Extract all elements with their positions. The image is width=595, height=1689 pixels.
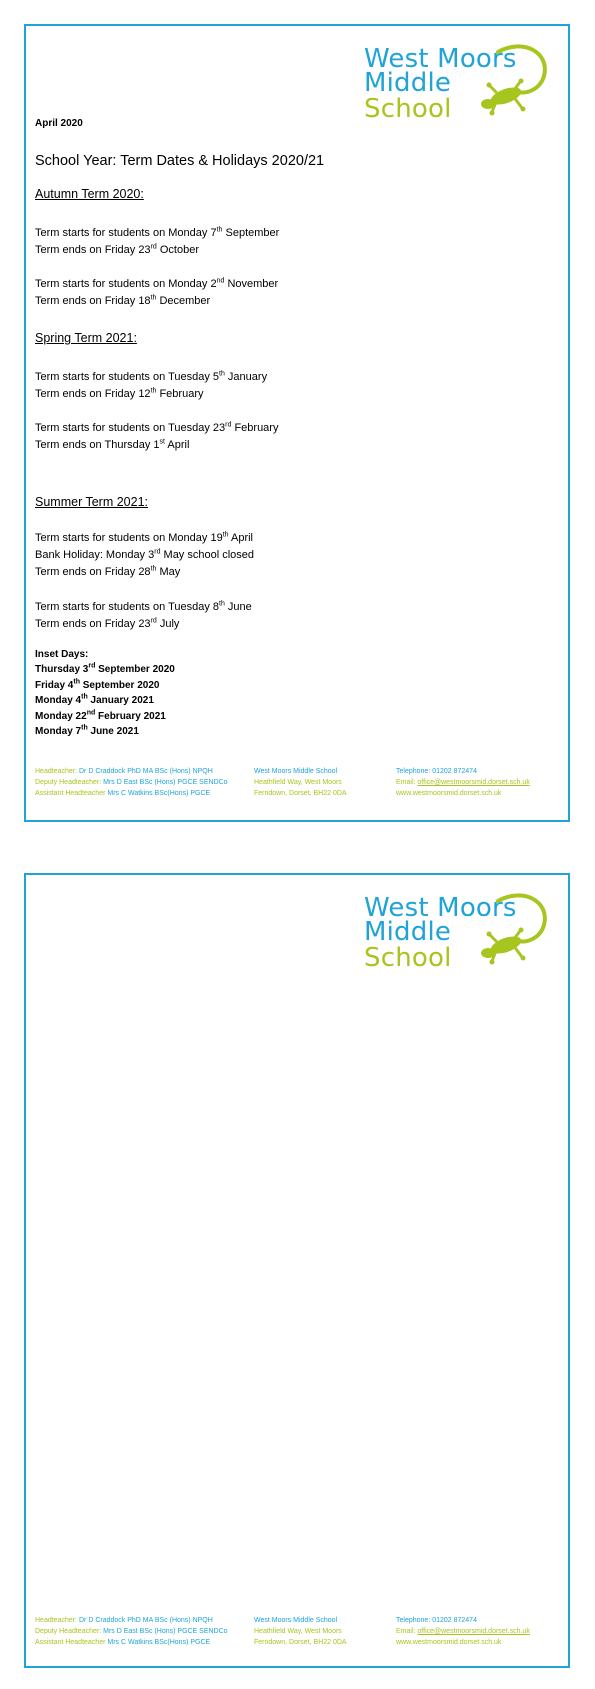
- address-block: West Moors Middle School Heathfield Way, West Moors Ferndown, Dorset, BH22 0DA: [254, 1617, 347, 1646]
- autumn-line-3: Term starts for students on Monday 2nd November: [35, 277, 279, 290]
- document-page-2: [24, 873, 570, 1668]
- spring-line-2: Term ends on Friday 12th February: [35, 387, 204, 400]
- page-title: School Year: Term Dates & Holidays 2020/21: [35, 153, 325, 169]
- document-page-1: [24, 24, 570, 822]
- autumn-line-4: Term ends on Friday 18th December: [35, 294, 211, 307]
- summer-line-1: Term starts for students on Monday 19th April: [35, 531, 254, 544]
- email-link[interactable]: office@westmoorsmid.dorset.sch.uk: [417, 779, 530, 786]
- spring-line-1: Term starts for students on Tuesday 5th January: [35, 370, 268, 383]
- inset-day-1: Thursday 3rd September 2020: [35, 662, 175, 675]
- letterhead-footer: [35, 766, 555, 800]
- summer-line-3: Term ends on Friday 28th May: [35, 565, 181, 578]
- spring-line-4: Term ends on Thursday 1st April: [35, 438, 190, 451]
- autumn-heading: Autumn Term 2020:: [35, 187, 144, 201]
- summer-line-5: Term ends on Friday 23rd July: [35, 617, 180, 630]
- logo-text-line2: Middle: [364, 68, 452, 98]
- email-link[interactable]: office@westmoorsmid.dorset.sch.uk: [417, 1628, 530, 1635]
- contact-block: Telephone: 01202 872474 Email: office@westmoorsmid.dorset.sch.uk www.westmoorsmid.dorset.sch.uk: [396, 1617, 530, 1646]
- inset-heading: Inset Days:: [35, 649, 89, 660]
- logo-text-line2: Middle: [364, 917, 452, 947]
- address-block: West Moors Middle School Heathfield Way, West Moors Ferndown, Dorset, BH22 0DA: [254, 768, 347, 797]
- school-logo: [364, 42, 544, 122]
- summer-line-2: Bank Holiday: Monday 3rd May school closed: [35, 548, 255, 561]
- contact-block: Telephone: 01202 872474 Email: office@westmoorsmid.dorset.sch.uk www.westmoorsmid.dorset.sch.uk: [396, 768, 530, 797]
- spring-heading: Spring Term 2021:: [35, 331, 137, 345]
- spring-line-3: Term starts for students on Tuesday 23rd February: [35, 421, 279, 434]
- letter-date: April 2020: [35, 118, 83, 129]
- gecko-icon: [468, 891, 548, 971]
- website-link[interactable]: www.westmoorsmid.dorset.sch.uk: [396, 1639, 502, 1646]
- autumn-line-2: Term ends on Friday 23rd October: [35, 243, 199, 256]
- inset-day-4: Monday 22nd February 2021: [35, 709, 166, 722]
- logo-text-line1: West Moors: [364, 893, 517, 923]
- logo-text-line3: School: [364, 943, 452, 973]
- letterhead-footer: [35, 1615, 555, 1649]
- autumn-line-1: Term starts for students on Monday 7th September: [35, 226, 280, 239]
- website-link[interactable]: www.westmoorsmid.dorset.sch.uk: [396, 790, 502, 797]
- staff-block: Headteacher: Dr D Craddock PhD MA BSc (Hons) NPQH Deputy Headteacher: Mrs D East BSc (Hons) PGCE SENDCo Assistant Headteacher Mrs C Watkins BSc(Hons) PGCE: [35, 1617, 228, 1646]
- summer-line-4: Term starts for students on Tuesday 8th June: [35, 600, 252, 613]
- summer-heading: Summer Term 2021:: [35, 495, 149, 509]
- inset-day-5: Monday 7th June 2021: [35, 724, 139, 737]
- staff-block: Headteacher: Dr D Craddock PhD MA BSc (Hons) NPQH Deputy Headteacher: Mrs D East BSc (Hons) PGCE SENDCo Assistant Headteacher Mrs C Watkins BSc(Hons) PGCE: [35, 768, 228, 797]
- gecko-icon: [468, 42, 548, 122]
- school-logo: [364, 891, 544, 971]
- inset-day-3: Monday 4th January 2021: [35, 693, 154, 706]
- logo-text-line3: School: [364, 94, 452, 124]
- logo-text-line1: West Moors: [364, 44, 517, 74]
- inset-day-2: Friday 4th September 2020: [35, 678, 160, 691]
